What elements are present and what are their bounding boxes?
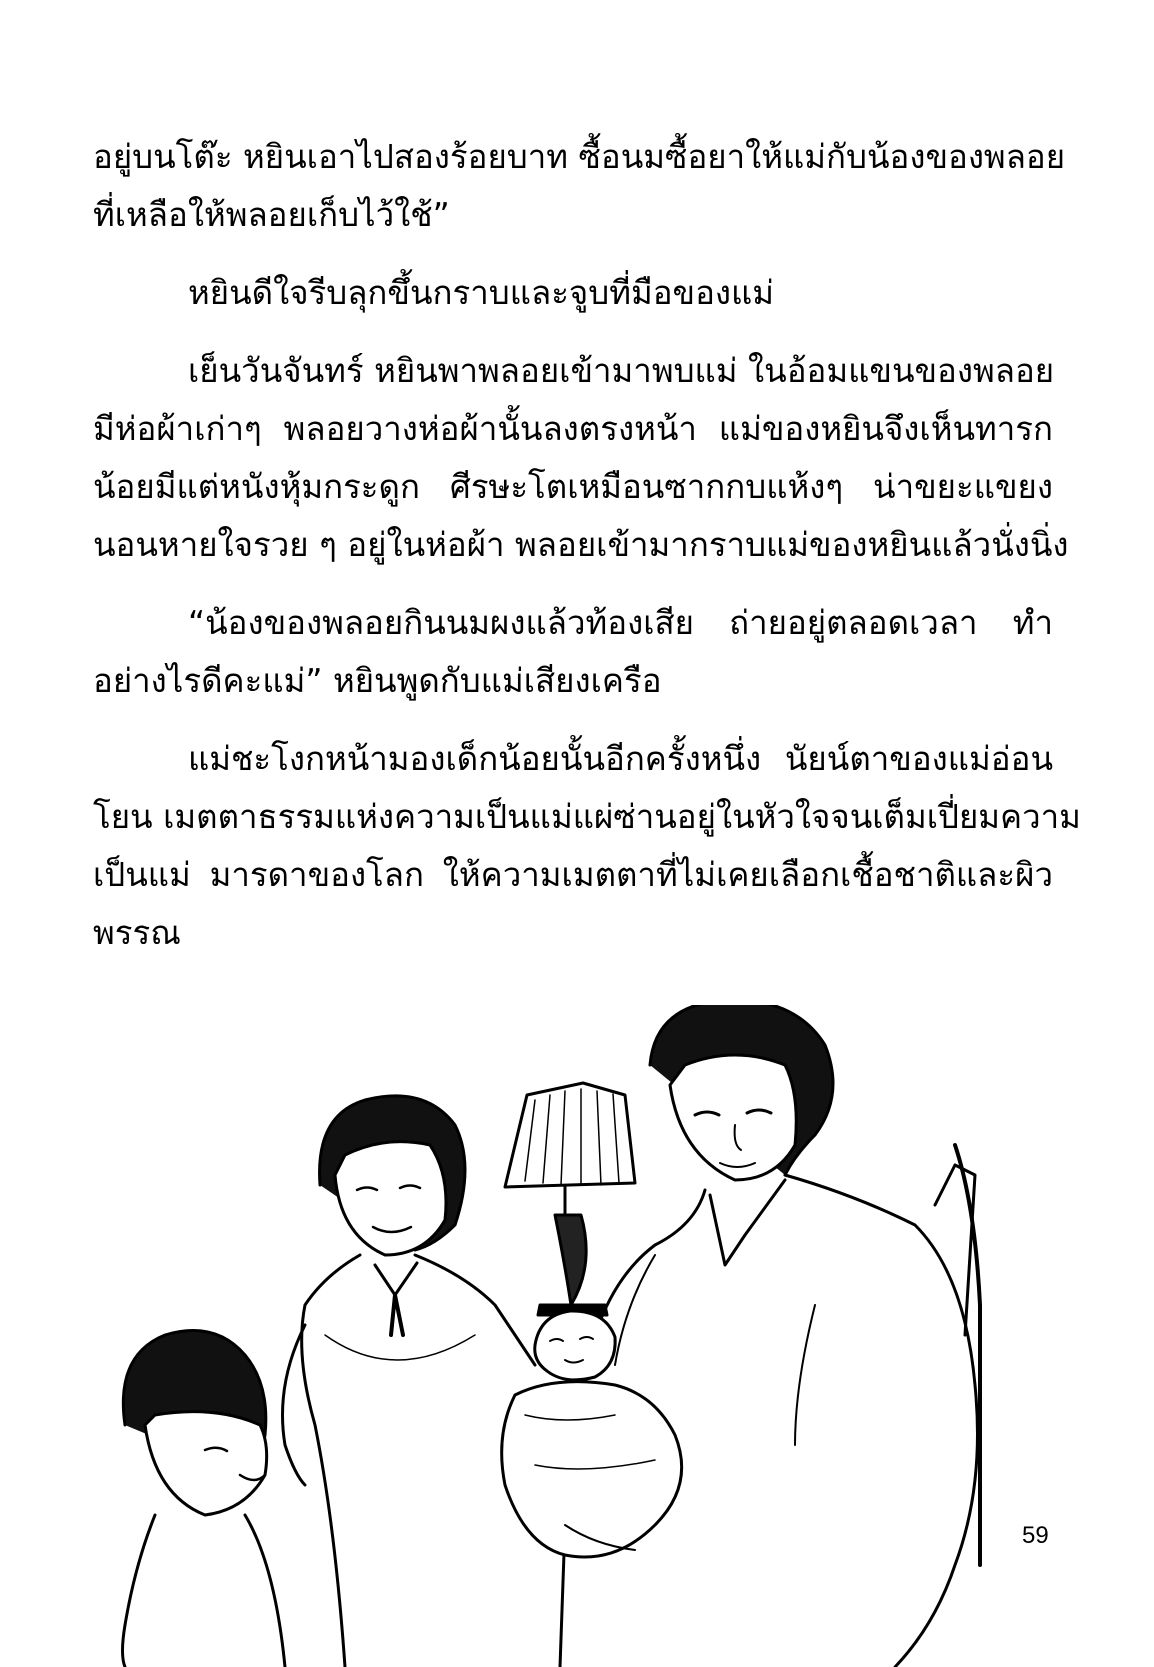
text-line: น้อยมีแต่หนังหุ้มกระดูก ศีรษะโตเหมือนซากกบแห้งๆ น่าขยะแขยง: [93, 467, 1053, 506]
page-number: 59: [1022, 1522, 1049, 1549]
paragraph: [93, 264, 1053, 322]
text-line: โยน เมตตาธรรมแห่งความเป็นแม่แผ่ซ่านอยู่ในหัวใจจนเต็มเปี่ยมความ: [93, 797, 1081, 836]
text-line: พรรณ: [93, 913, 181, 952]
body-text: [93, 128, 1081, 982]
older-girl-figure: [283, 1096, 536, 1667]
text-line: มีห่อผ้าเก่าๆ พลอยวางห่อผ้านั้นลงตรงหน้า แม่ของหยินจึงเห็นทารก: [93, 409, 1053, 448]
text-line: เย็นวันจันทร์ หยินพาพลอยเข้ามาพบแม่ ในอ้อมแขนของพลอย: [188, 351, 1055, 390]
lamp-icon: [505, 1083, 635, 1315]
text-line: อย่างไรดีคะแม่” หยินพูดกับแม่เสียงเครือ: [93, 661, 662, 700]
paragraph: [93, 128, 1066, 244]
text-line: แม่ชะโงกหน้ามองเด็กน้อยนั้นอีกครั้งหนึ่ง นัยน์ตาของแม่อ่อน: [188, 739, 1053, 778]
paragraph: [93, 594, 1053, 710]
text-line: อยู่บนโต๊ะ หยินเอาไปสองร้อยบาท ซื้อนมซื้อยาให้แม่กับน้องของพลอย: [93, 137, 1066, 176]
small-girl-figure: [123, 1331, 286, 1667]
text-line: ที่เหลือให้พลอยเก็บไว้ใช้”: [93, 195, 450, 234]
text-line: นอนหายใจรวย ๆ อยู่ในห่อผ้า พลอยเข้ามากราบแม่ของหยินแล้วนั่งนิ่ง: [93, 525, 1069, 564]
paragraph: [93, 730, 1081, 962]
text-line: “น้องของพลอยกินนมผงแล้วท้องเสีย ถ่ายอยู่ตลอดเวลา ทำ: [188, 603, 1053, 642]
family-illustration: [95, 1005, 1055, 1667]
text-line: เป็นแม่ มารดาของโลก ให้ความเมตตาที่ไม่เคยเลือกเชื้อชาติและผิว: [93, 855, 1053, 894]
infant-figure: [502, 1311, 682, 1557]
paragraph: [93, 342, 1069, 574]
text-line: หยินดีใจรีบลุกขึ้นกราบและจูบที่มือของแม่: [188, 273, 775, 312]
